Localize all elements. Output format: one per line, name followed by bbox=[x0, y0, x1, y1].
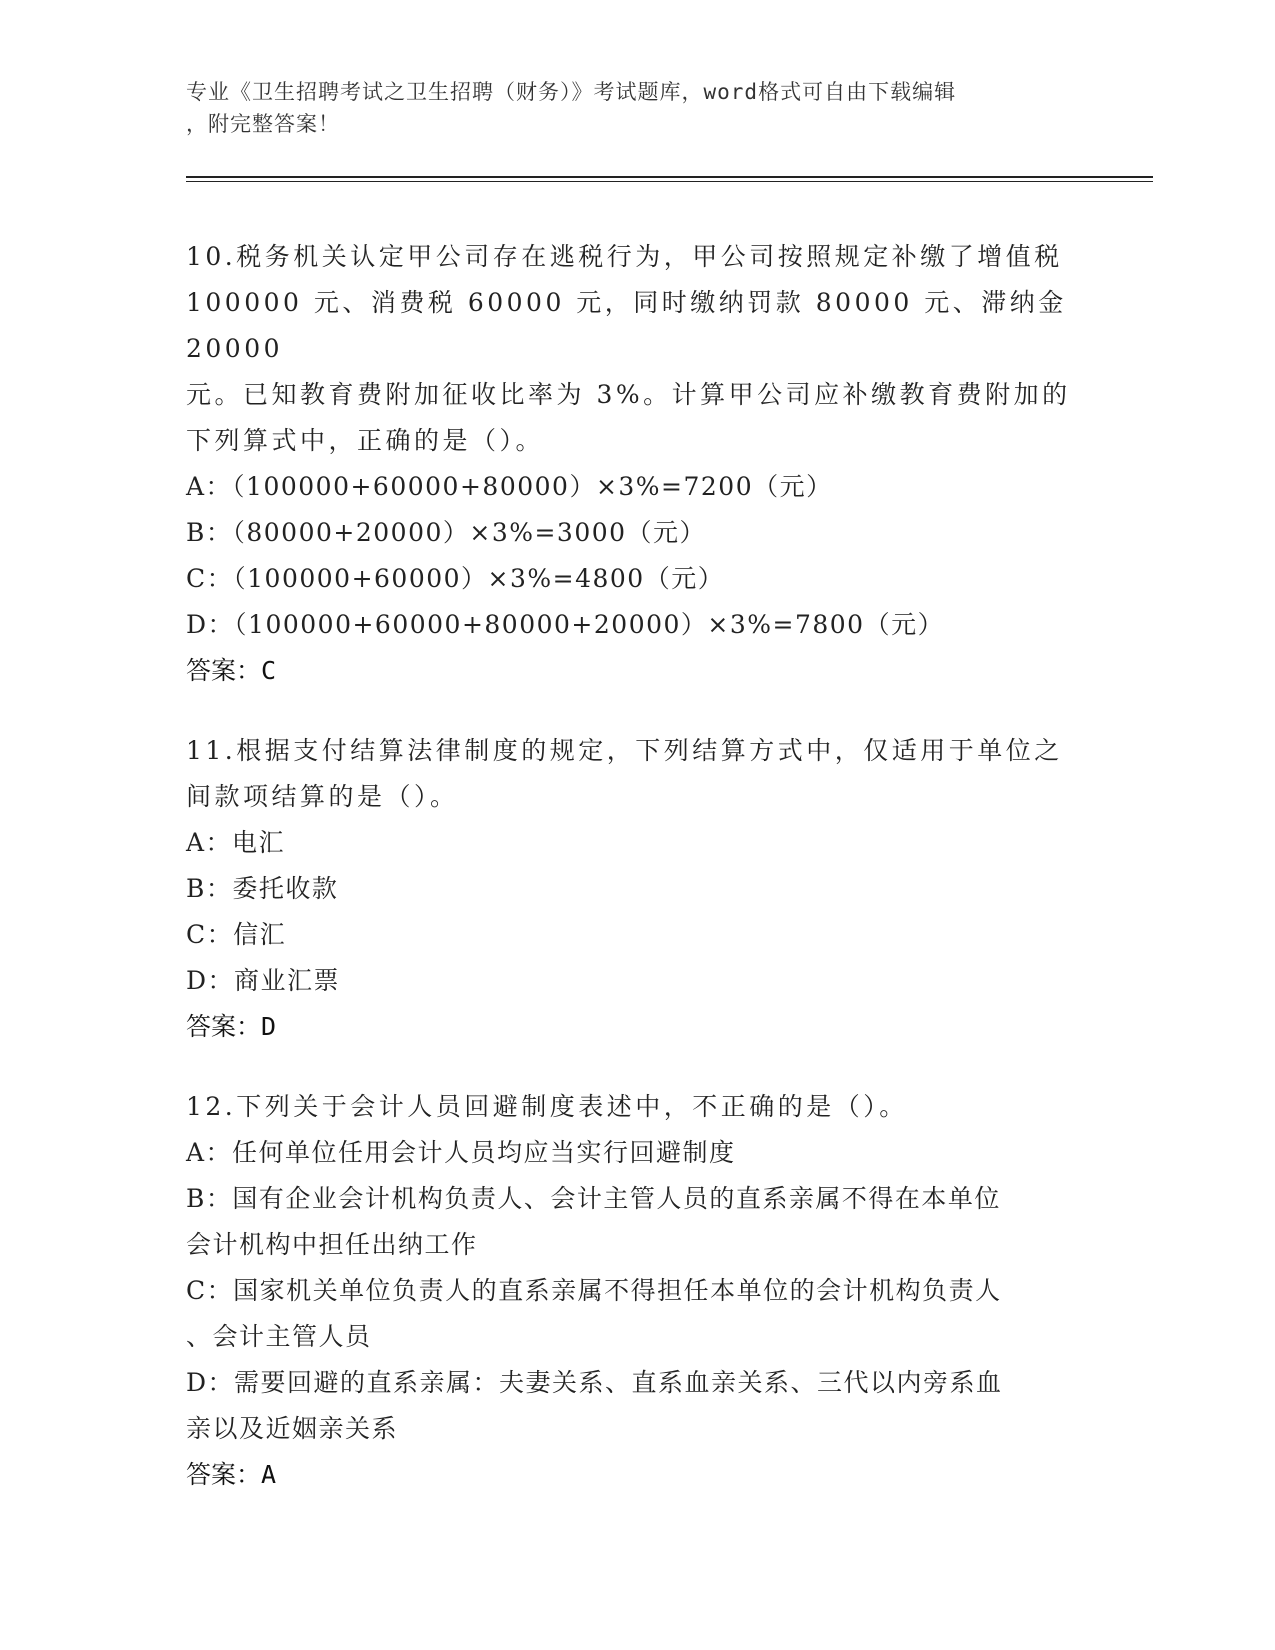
header-divider-thick bbox=[186, 176, 1153, 178]
option-line: C：信汇 bbox=[186, 920, 287, 949]
option-line: C：（100000+60000）×3%=4800（元） bbox=[186, 564, 725, 593]
document-header bbox=[186, 76, 1066, 140]
option-line: 、会计主管人员 bbox=[186, 1322, 372, 1351]
question-stem-line: 间款项结算的是（）。 bbox=[186, 782, 459, 811]
question-block bbox=[186, 234, 1096, 694]
answer-line: 答案：A bbox=[186, 1460, 277, 1489]
question-stem-line: 12.下列关于会计人员回避制度表述中，不正确的是（）。 bbox=[186, 1092, 908, 1121]
question-list bbox=[186, 234, 1096, 1532]
option-line: B：（80000+20000）×3%=3000（元） bbox=[186, 518, 707, 547]
option-line: 亲以及近姻亲关系 bbox=[186, 1414, 399, 1443]
question-stem-line: 下列算式中，正确的是（）。 bbox=[186, 426, 545, 455]
question-stem-line: 11.根据支付结算法律制度的规定，下列结算方式中，仅适用于单位之 bbox=[186, 736, 1063, 765]
question-stem-line: 10.税务机关认定甲公司存在逃税行为，甲公司按照规定补缴了增值税 bbox=[186, 242, 1063, 271]
option-line: D：商业汇票 bbox=[186, 966, 341, 995]
header-title-line-1: 专业《卫生招聘考试之卫生招聘（财务）》考试题库，word格式可自由下载编辑 bbox=[186, 80, 957, 104]
option-line: A：（100000+60000+80000）×3%=7200（元） bbox=[186, 472, 833, 501]
option-line: A：任何单位任用会计人员均应当实行回避制度 bbox=[186, 1138, 736, 1167]
answer-line: 答案：C bbox=[186, 656, 277, 685]
option-line: B：委托收款 bbox=[186, 874, 339, 903]
header-title-line-2: ，附完整答案！ bbox=[186, 112, 340, 136]
option-line: D：（100000+60000+80000+20000）×3%=7800（元） bbox=[186, 610, 945, 639]
option-line: 会计机构中担任出纳工作 bbox=[186, 1230, 478, 1259]
option-line: D：需要回避的直系亲属：夫妻关系、直系血亲关系、三代以内旁系血 bbox=[186, 1368, 1003, 1397]
header-divider-thin bbox=[186, 181, 1153, 182]
question-stem-line: 元。已知教育费附加征收比率为 3%。计算甲公司应补缴教育费附加的 bbox=[186, 380, 1071, 409]
question-block bbox=[186, 728, 1096, 1050]
option-line: B：国有企业会计机构负责人、会计主管人员的直系亲属不得在本单位 bbox=[186, 1184, 1001, 1213]
question-block bbox=[186, 1084, 1096, 1498]
option-line: A：电汇 bbox=[186, 828, 286, 857]
question-stem-line: 100000 元、消费税 60000 元，同时缴纳罚款 80000 元、滞纳金 20000 bbox=[186, 288, 1067, 363]
answer-line: 答案：D bbox=[186, 1012, 277, 1041]
option-line: C：国家机关单位负责人的直系亲属不得担任本单位的会计机构负责人 bbox=[186, 1276, 1002, 1305]
